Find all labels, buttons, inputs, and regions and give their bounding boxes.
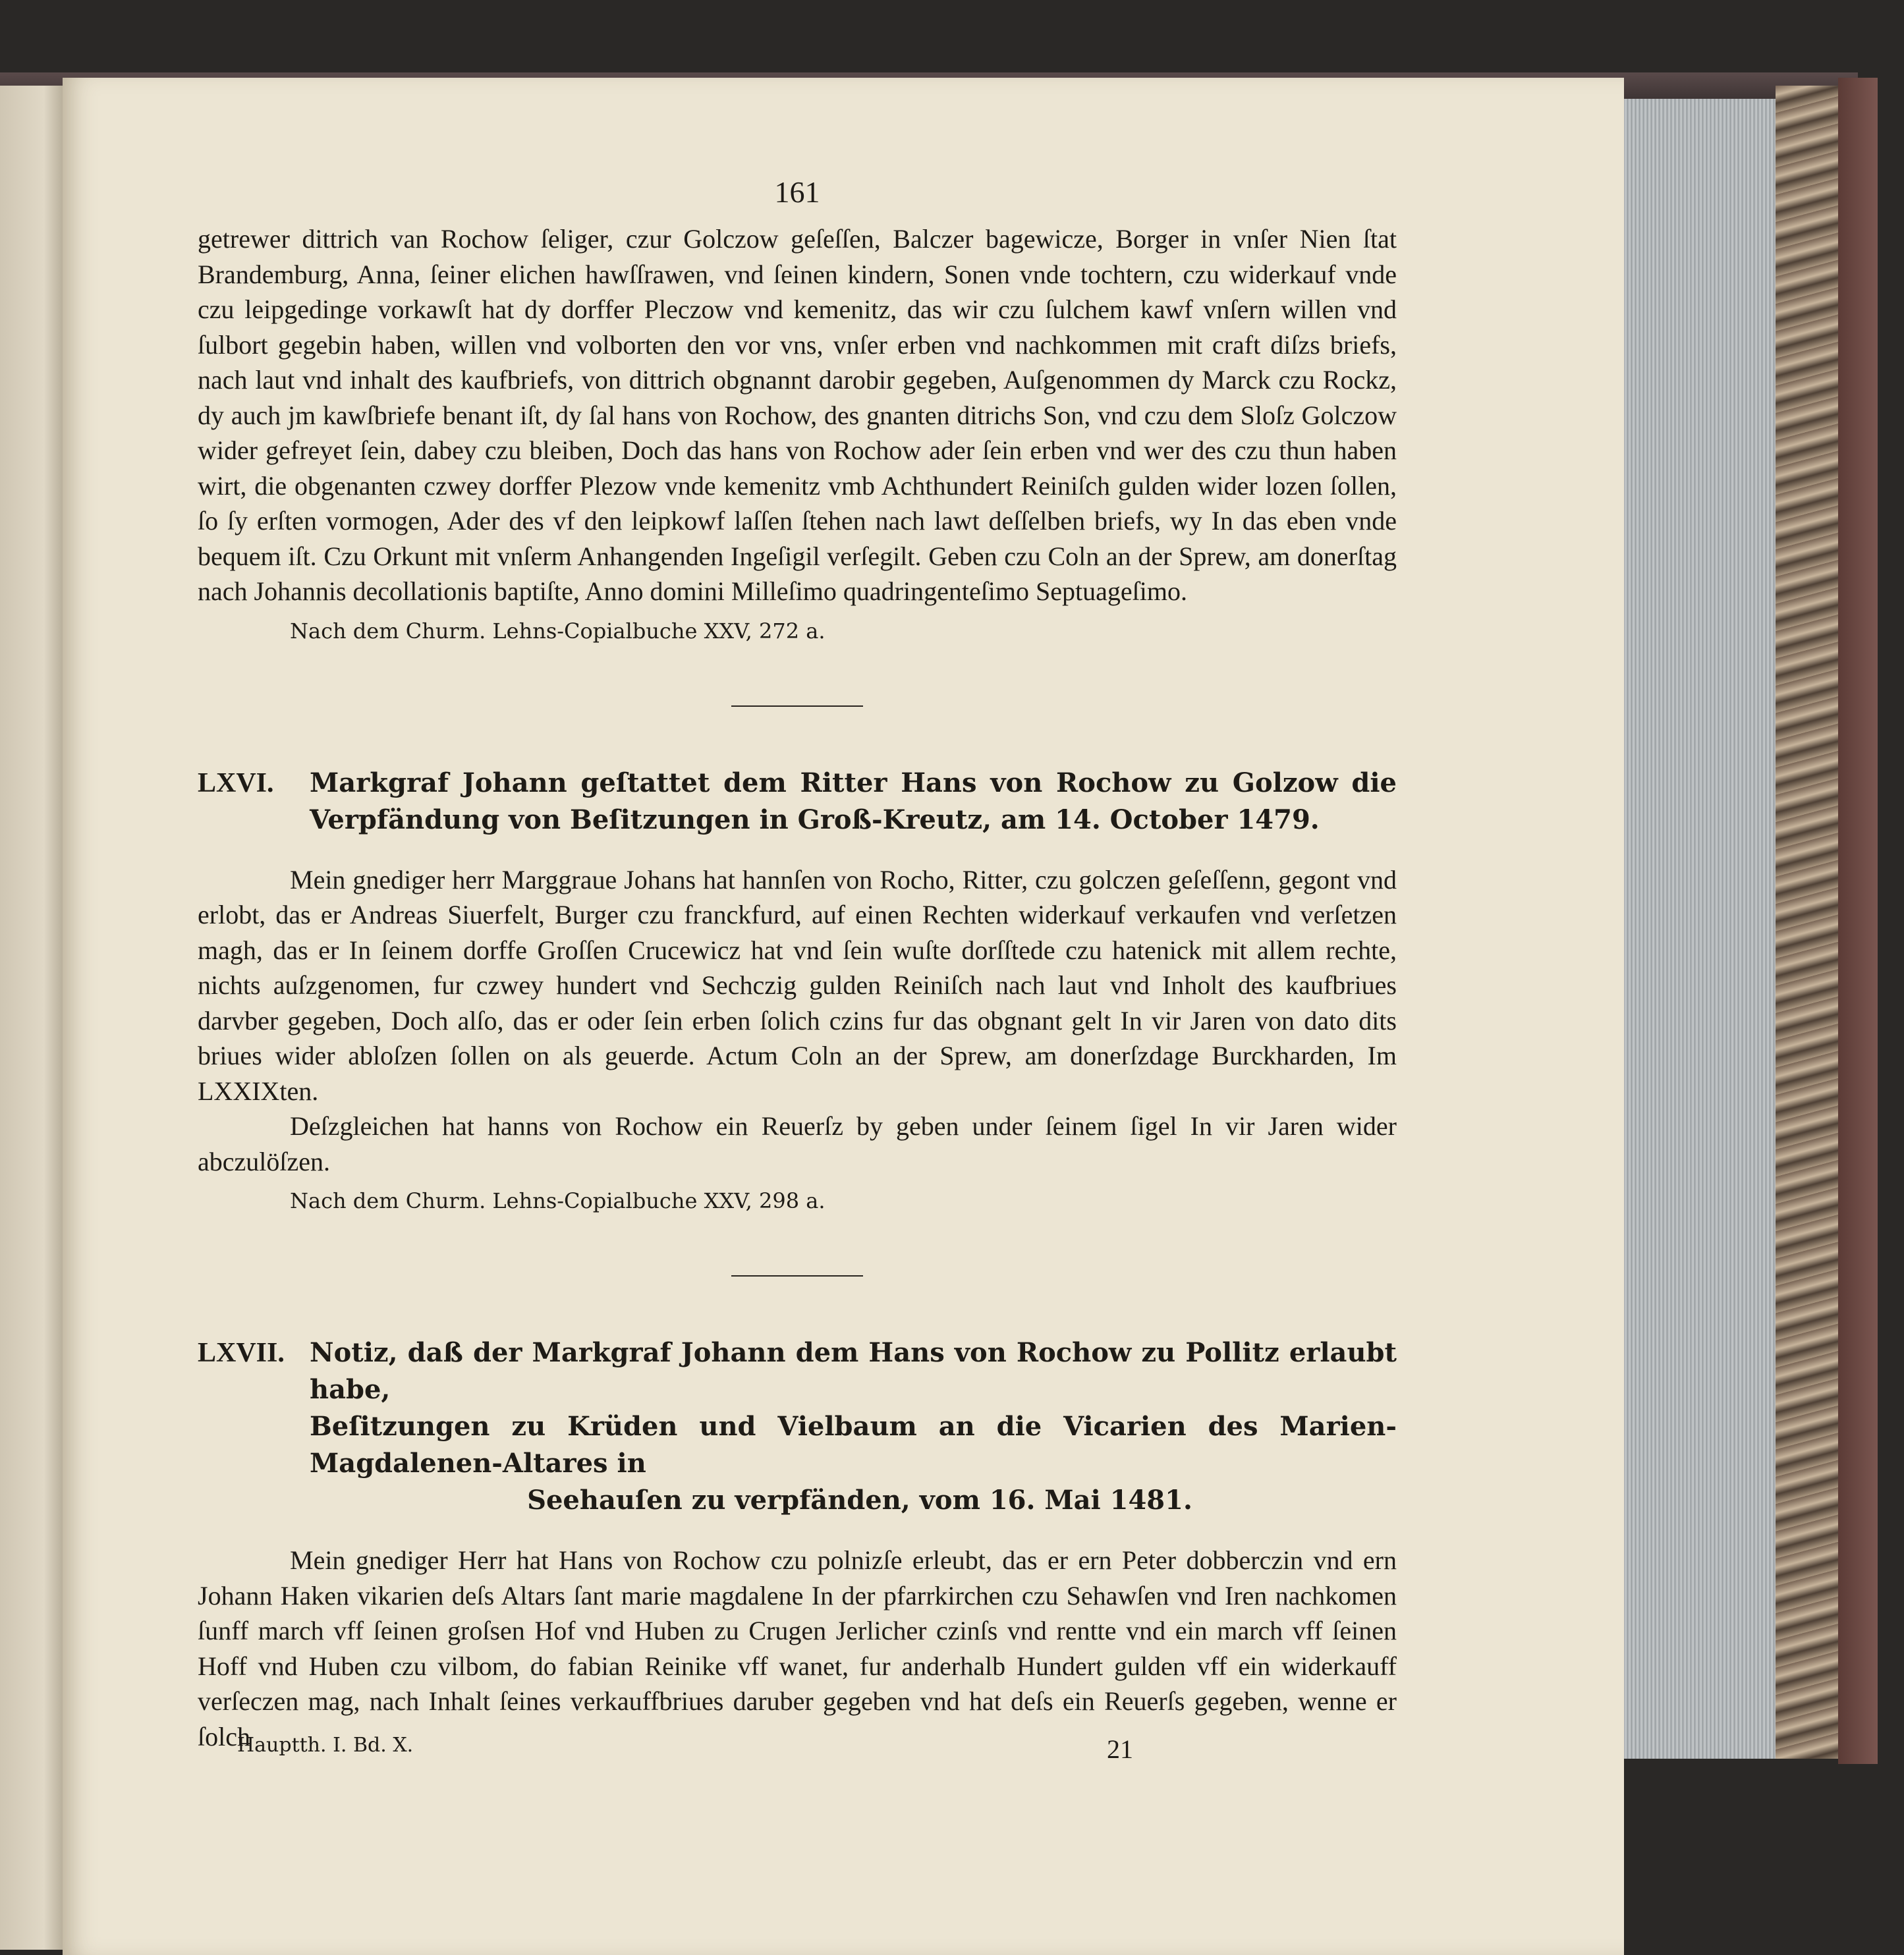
page-stack-edges bbox=[1624, 99, 1776, 1759]
document-lxv-source: Nach dem Churm. Lehns-Copialbuche XXV, 272 a. bbox=[290, 618, 826, 644]
document-lxvi-heading bbox=[198, 765, 1397, 839]
footer-page-number: 21 bbox=[1107, 1734, 1133, 1764]
document-lxvi-number: LXVI. bbox=[198, 767, 274, 798]
marbled-cover bbox=[1776, 86, 1838, 1759]
document-lxvi-paragraph-2: Deſzgleichen hat hanns von Rochow ein Reuerſz by geben under ſeinem ſigel In vir Jaren wider abczulöſzen. bbox=[198, 1111, 1397, 1176]
document-lxvii-heading bbox=[198, 1335, 1397, 1519]
document-lxvii-title-line-1: Notiz, daß der Markgraf Johann dem Hans von Rochow zu Pollitz erlaubt habe, bbox=[310, 1337, 1397, 1405]
page-footer bbox=[198, 1734, 1397, 1767]
document-lxvii-title-line-2: Beſitzungen zu Krüden und Vielbaum an die Vicarien des Marien-Magdalenen-Altares in bbox=[310, 1411, 1397, 1479]
document-lxvi-source: Nach dem Churm. Lehns-Copialbuche XXV, 298 a. bbox=[290, 1188, 826, 1213]
document-lxvii-number: LXVII. bbox=[198, 1338, 285, 1368]
left-page-edge bbox=[0, 86, 63, 1950]
document-lxvii-title-line-3: Seehauſen zu verpfänden, vom 16. Mai 1481. bbox=[527, 1485, 1192, 1516]
book-cover-edge bbox=[1838, 78, 1878, 1764]
footer-signature: Hauptth. I. Bd. X. bbox=[237, 1734, 414, 1757]
section-divider bbox=[731, 1275, 863, 1277]
section-divider bbox=[731, 705, 863, 707]
page-number: 161 bbox=[774, 175, 820, 209]
document-lxv-text: getrewer dittrich van Rochow ſeliger, czur Golczow geſeſſen, Balczer bagewicze, Borger in vnſer Nien ſtat Brandemburg, Anna, ſeiner elichen hawſſrawen, vnd ſeinen kindern, Sonen vnde tochtern, czu widerkauf vnde czu leipgedinge vorkawſt hat dy dorffer Pleczow vnd kemenitz, das wir czu ſulchem kawf vnſern willen vnd ſulbort gegebin haben, willen vnd volborten den vor vns, vnſer erben vnd nachkommen mit craft diſzs briefs, nach laut vnd inhalt des kaufbriefs, von dittrich obgnannt darobir gegeben, Auſgenommen dy Marck czu Rockz, dy auch jm kawſbriefe benant iſt, dy ſal hans von Rochow, des gnanten ditrichs Son, vnd czu dem Sloſz Golczow wider gefreyet ſein, dabey czu bleiben, Doch das hans von Rochow ader ſein erben vnd wer des czu thun haben wirt, die obgenanten czwey dorffer Plezow vnde kemenitz vmb Achthundert Reiniſch gulden wider lozen ſollen, ſo ſy erſten vormogen, Ader des vf den leipkowf laſſen ſtehen nach lawt deſſelben briefs, wy In das eben vnde bequem iſt. Czu Orkunt mit vnſerm Anhangenden Ingeſigil verſegilt. Geben czu Coln an der Sprew, am donerſtag nach Johannis decollationis baptiſte, Anno domini Milleſimo quadringenteſimo Septuageſimo. bbox=[198, 224, 1397, 606]
document-lxvii-paragraph-1: Mein gnediger Herr hat Hans von Rochow czu polnizſe erleubt, das er ern Peter dobberczin vnd ern Johann Haken vikarien deſs Altars ſant marie magdalene In der pfarrkirchen czu Sehawſen vnd Iren nachkomen ſunff march vff ſeinen groſsen Hof vnd Huben zu Crugen Jerlicher czinſs vnd rentte vnd ein march vff ſeinen Hoff vnd Huben czu vilbom, do fabian Reinike vff wanet, fur anderhalb Hundert gulden vff ein widerkauff verſeczen mag, nach Inhalt ſeines verkauffbriues daruber gegeben vnd hat deſs ein Reuerſs gegeben, wenne er ſolch bbox=[198, 1545, 1397, 1751]
page-text bbox=[198, 173, 1397, 1754]
document-lxvi-paragraph-1: Mein gnediger herr Marggraue Johans hat hannſen von Rocho, Ritter, czu golczen geſeſſenn, gegont vnd erlobt, das er Andreas Siuerfelt, Burger czu franckfurd, auf einen Rechten widerkauf verkaufen vnd verſetzen magh, das er In ſeinem dorffe Groſſen Crucewicz hat vnd ſein wuſte dorſſtede czu hatenick mit allem rechte, nichts auſzgenomen, fur czwey hundert vnd Sechczig gulden Reiniſch nach laut vnd Inholt des kaufbriues darvber gegeben, Doch alſo, das er oder ſein erben ſolich czins fur das obgnant gelt In vir Jaren von dato dits briues wider abloſzen ſollen on als geuerde. Actum Coln an der Sprew, am donerſzdage Burckharden, Im LXXIXten. bbox=[198, 864, 1397, 1106]
document-lxvi-title: Markgraf Johann geſtattet dem Ritter Hans von Rochow zu Golzow die Verpfändung von Beſitzungen in Groß-Kreutz, am 14. October 1479. bbox=[310, 767, 1397, 835]
